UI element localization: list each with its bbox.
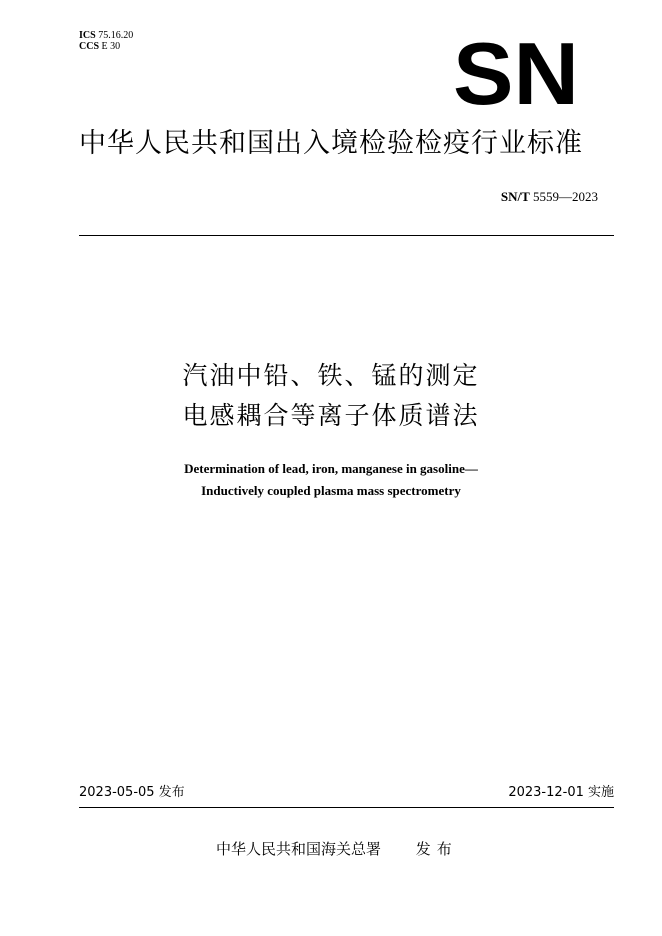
- sn-logo-text: SN: [453, 38, 579, 106]
- issuer-name: 中华人民共和国海关总署: [216, 840, 382, 858]
- ics-label: ICS: [79, 30, 96, 41]
- top-divider: [79, 235, 614, 236]
- ccs-line: [79, 41, 133, 52]
- ccs-code: E 30: [101, 41, 121, 52]
- issuer: [216, 838, 458, 860]
- classification-codes: [79, 30, 133, 52]
- english-title-line-2: Inductively coupled plasma mass spectrometry: [201, 483, 461, 498]
- bottom-divider: [79, 807, 614, 808]
- issuer-action: 发布: [415, 840, 458, 858]
- chinese-title-line-2: 电感耦合等离子体质谱法: [182, 401, 480, 430]
- standard-number: [501, 188, 598, 206]
- issue-date: 2023-05-05 发布: [79, 785, 185, 800]
- ics-code: 75.16.20: [98, 30, 134, 41]
- implementation-date: 2023-12-01 实施: [508, 785, 614, 800]
- standard-number-value: 5559—2023: [533, 189, 598, 204]
- ccs-label: CCS: [79, 41, 100, 52]
- organization-title: 中华人民共和国出入境检验检疫行业标准: [79, 128, 583, 159]
- english-title-line-1: Determination of lead, iron, manganese in gasoline—: [184, 461, 478, 476]
- standard-prefix: SN/T: [500, 189, 530, 204]
- chinese-title-line-1: 汽油中铅、铁、锰的测定: [182, 361, 480, 390]
- sn-logo: [452, 38, 580, 106]
- ics-line: [79, 30, 133, 41]
